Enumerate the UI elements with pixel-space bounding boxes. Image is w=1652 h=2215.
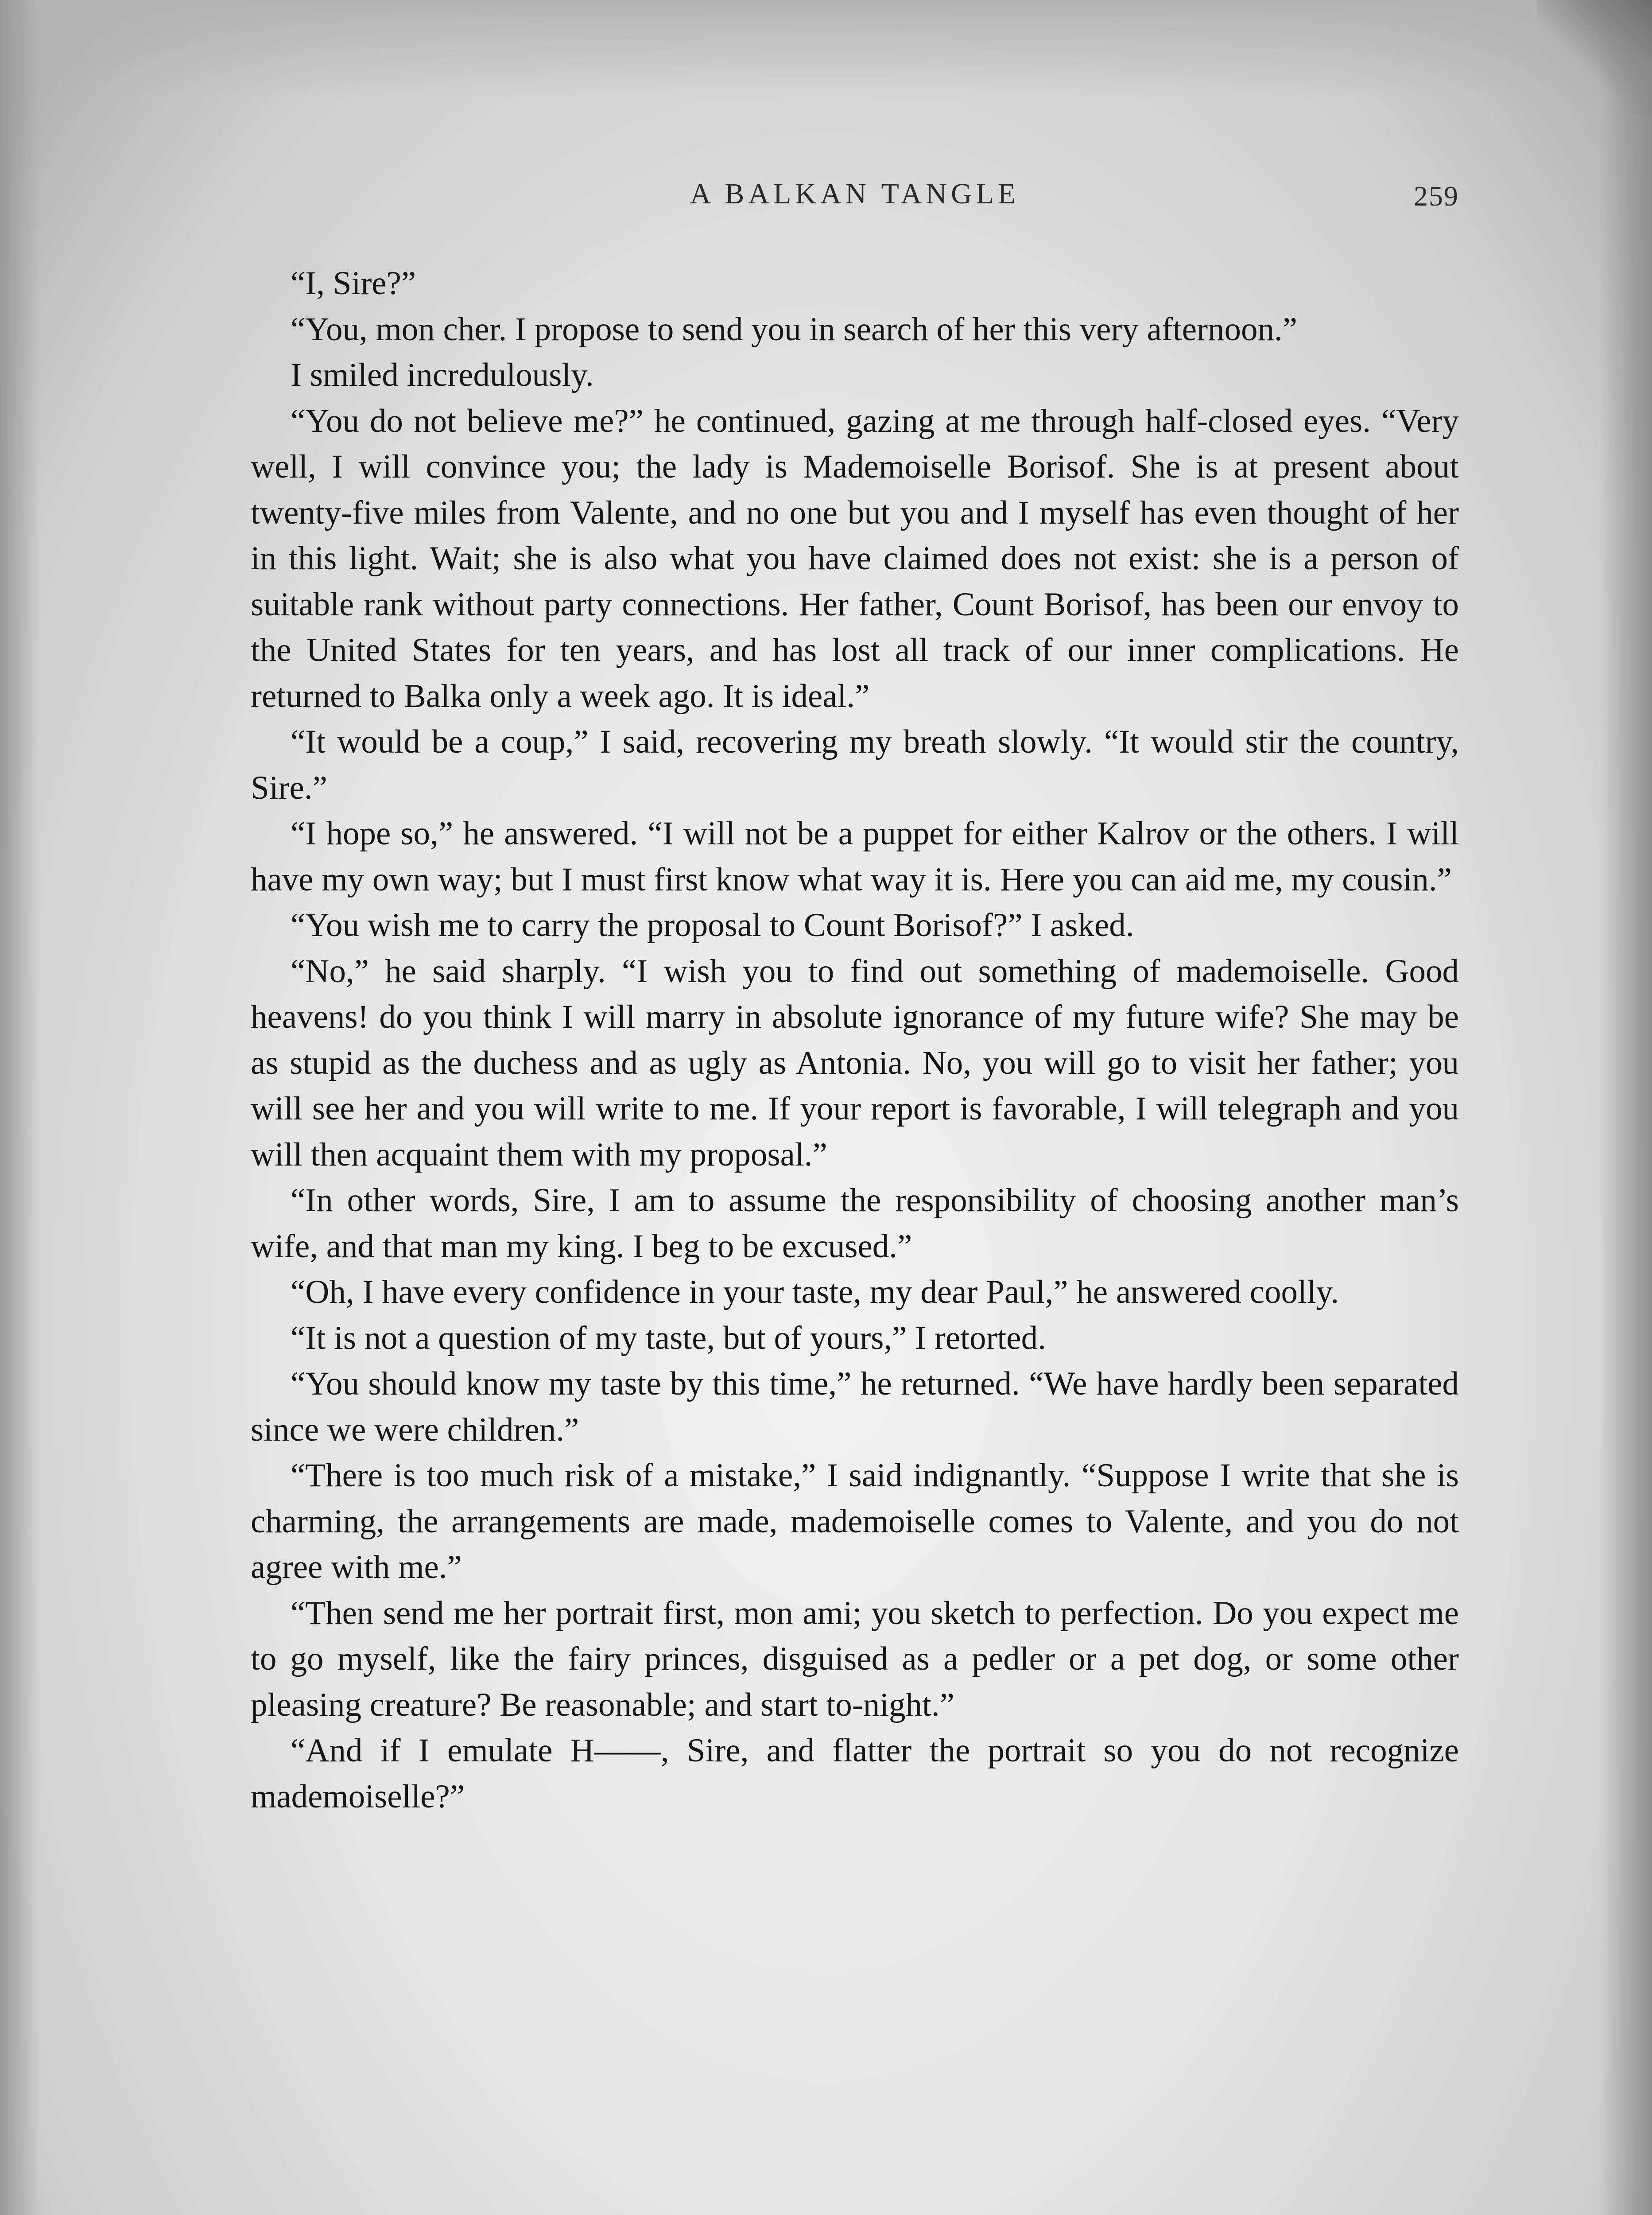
page-shadow-top: [0, 0, 1652, 97]
paragraph: “You should know my taste by this time,” he returned. “We have hardly been separated since we were children.”: [251, 1365, 1459, 1448]
page-header: [251, 177, 1459, 226]
page-shadow-left: [0, 0, 40, 2215]
paragraph: I smiled incredulously.: [291, 357, 594, 393]
page-shadow-right: [1599, 0, 1652, 2215]
paragraph: “Then send me her portrait first, mon ami; you sketch to perfection. Do you expect me to go myself, like the fairy princes, disguised as a pedler or a pet dog, or some other pleasing creature? Be reasonable; and start to-night.”: [251, 1594, 1459, 1723]
paragraph: “No,” he said sharply. “I wish you to find out something of mademoiselle. Good heavens! do you think I will marry in absolute ignorance of my future wife? She may be as stupid as the duchess and as ugly as Antonia. No, you will go to visit her father; you will see her and you will write to me. If your report is favorable, I will telegraph and you will then acquaint them with my proposal.”: [251, 952, 1459, 1173]
paragraph: “You, mon cher. I propose to send you in search of her this very afternoon.”: [291, 311, 1298, 348]
paragraph: “There is too much risk of a mistake,” I said indignantly. “Suppose I write that she is charming, the arrangements are made, mademoiselle comes to Valente, and you do not agree with me.”: [251, 1457, 1459, 1585]
paragraph: “And if I emulate H——, Sire, and flatter the portrait so you do not recognize mademoiselle?”: [251, 1732, 1459, 1815]
running-title: A BALKAN TANGLE: [690, 178, 1020, 210]
paragraph: “I, Sire?”: [291, 265, 416, 302]
page-number: 259: [1414, 180, 1459, 212]
paragraph: “You wish me to carry the proposal to Count Borisof?” I asked.: [291, 907, 1134, 944]
paragraph: “In other words, Sire, I am to assume the responsibility of choosing another man’s wife, and that man my king. I beg to be excused.”: [251, 1182, 1459, 1265]
body-text: [251, 260, 1459, 1819]
paragraph: “It is not a question of my taste, but of yours,” I retorted.: [291, 1319, 1046, 1356]
paragraph: “Oh, I have every confidence in your taste, my dear Paul,” he answered coolly.: [291, 1274, 1339, 1310]
paragraph: “You do not believe me?” he continued, gazing at me through half-closed eyes. “Very well, I will convince you; the lady is Mademoiselle Borisof. She is at present about twenty-five miles from Valente, and no one but you and I myself has even thought of her in this light. Wait; she is also what you have claimed does not exist: she is a person of suitable rank without party connections. Her father, Count Borisof, has been our envoy to the United States for ten years, and has lost all track of our inner complications. He returned to Balka only a week ago. It is ideal.”: [251, 402, 1459, 715]
paragraph: “It would be a coup,” I said, recovering my breath slowly. “It would stir the country, Sire.”: [251, 723, 1459, 806]
page-corner-fold: [1537, 0, 1652, 115]
paragraph: “I hope so,” he answered. “I will not be a puppet for either Kalrov or the others. I will have my own way; but I must first know what way it is. Here you can aid me, my cousin.”: [251, 815, 1459, 898]
